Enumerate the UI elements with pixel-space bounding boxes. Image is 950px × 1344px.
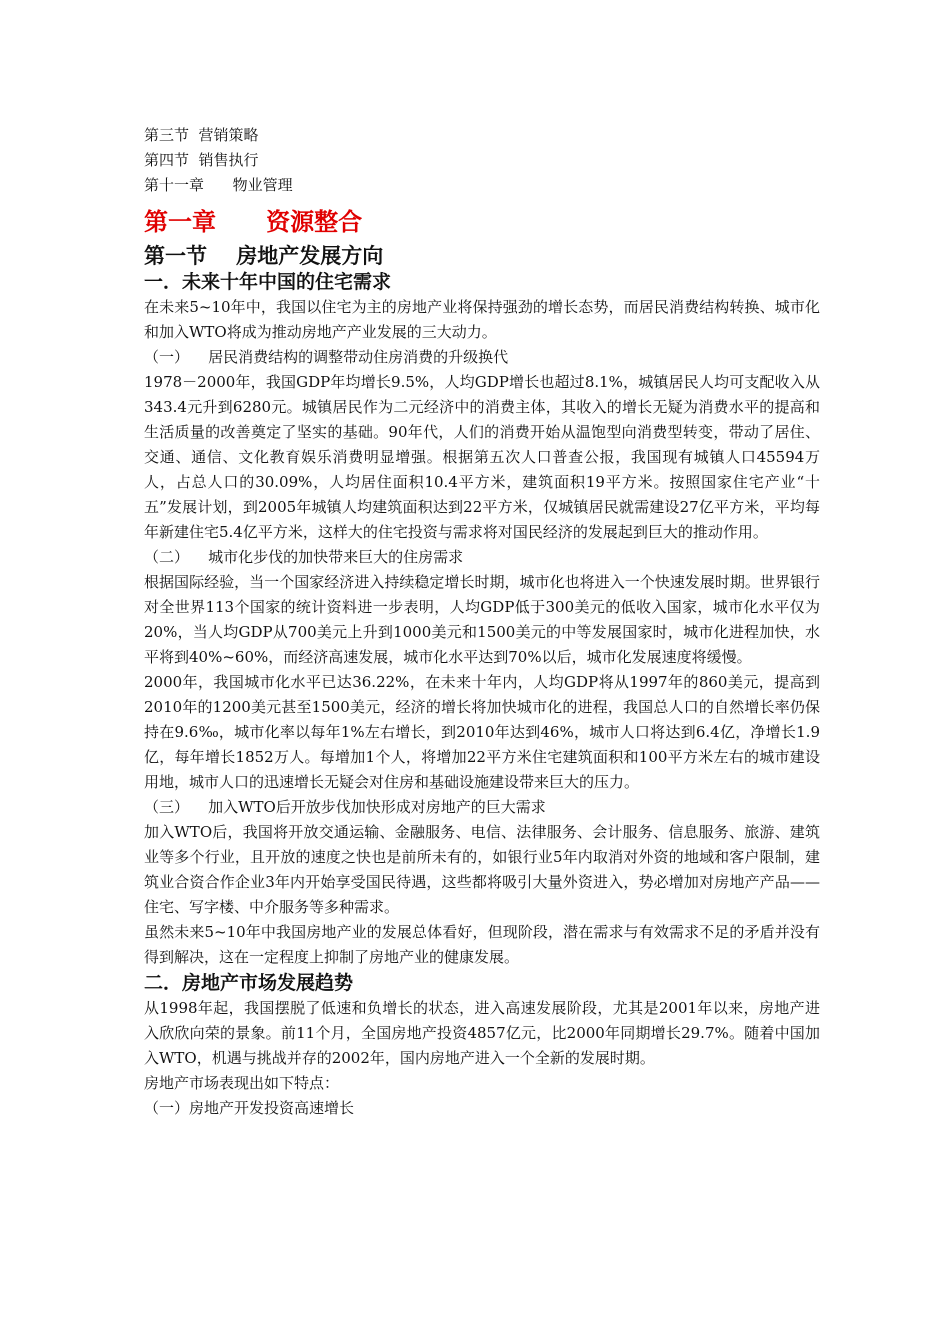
paragraph-features: 房地产市场表现出如下特点： [144,1074,340,1092]
item-heading-3: （三） 加入WTO后开放步伐加快形成对房地产的巨大需求 [144,798,546,816]
paragraph-item2-a: 根据国际经验，当一个国家经济进入持续稳定增长时期，城市化也将进入一个快速发展时期。世界银行对全世界113个国家的统计资料进一步表明，人均GDP低于300美元的低收入国家，城市化水平仅为20%，当人均GDP从700美元上升到1000美元和1500美元的中等发展国家时，城市化进程加快，水平将到40%~60%，而经济高速发展，城市化水平达到70%以后，城市化发展速度将缓慢。 [144,573,820,666]
paragraph-conclusion: 虽然未来5~10年中我国房地产业的发展总体看好，但现阶段，潜在需求与有效需求不足的矛盾并没有得到解决，这在一定程度上抑制了房地产业的健康发展。 [144,923,820,966]
toc-item-section4: 第四节 销售执行 [144,151,259,169]
item-heading-market-1: （一）房地产开发投资高速增长 [144,1099,355,1117]
toc-item-section3: 第三节 营销策略 [144,126,259,144]
subsection-title-1: 一．未来十年中国的住宅需求 [144,271,392,293]
paragraph-intro: 在未来5~10年中，我国以住宅为主的房地产业将保持强劲的增长态势，而居民消费结构转换、城市化和加入WTO将成为推动房地产产业发展的三大动力。 [144,298,820,341]
document-page [144,123,820,1121]
paragraph-item3: 加入WTO后，我国将开放交通运输、金融服务、电信、法律服务、会计服务、信息服务、旅游、建筑业等多个行业，且开放的速度之快也是前所未有的，如银行业5年内取消对外资的地域和客户限制，建筑业合资合作企业3年内开始享受国民待遇，这些都将吸引大量外资进入，势必增加对房地产产品——住宅、写字楼、中介服务等多种需求。 [144,823,820,916]
item-heading-1: （一） 居民消费结构的调整带动住房消费的升级换代 [144,348,509,366]
toc-item-chapter11: 第十一章 物业管理 [144,176,293,194]
paragraph-market: 从1998年起，我国摆脱了低速和负增长的状态，进入高速发展阶段，尤其是2001年以来，房地产进入欣欣向荣的景象。前11个月，全国房地产投资4857亿元，比2000年同期增长29.7%。随着中国加入WTO，机遇与挑战并存的2002年，国内房地产进入一个全新的发展时期。 [144,999,820,1067]
table-of-contents [144,123,820,198]
chapter-title: 第一章 资源整合 [144,208,363,236]
section-title: 第一节 房地产发展方向 [144,244,384,268]
item-heading-2: （二） 城市化步伐的加快带来巨大的住房需求 [144,548,464,566]
paragraph-item1: 1978－2000年，我国GDP年均增长9.5%，人均GDP增长也超过8.1%，城镇居民人均可支配收入从343.4元升到6280元。城镇居民作为二元经济中的消费主体，其收入的增长无疑为消费水平的提高和生活质量的改善奠定了坚实的基础。90年代，人们的消费开始从温饱型向消费型转变，带动了居住、交通、通信、文化教育娱乐消费明显增强。根据第五次人口普查公报，我国现有城镇人口45594万人，占总人口的30.09%，人均居住面积10.4平方米，建筑面积19平方米。按照国家住宅产业“十五”发展计划，到2005年城镇人均建筑面积达到22平方米，仅城镇居民就需建设27亿平方米，平均每年新建住宅5.4亿平方米，这样大的住宅投资与需求将对国民经济的发展起到巨大的推动作用。 [144,373,820,541]
paragraph-item2-b: 2000年，我国城市化水平已达36.22%，在未来十年内，人均GDP将从1997年的860美元，提高到2010年的1200美元甚至1500美元，经济的增长将加快城市化的进程，我国总人口的自然增长率仍保持在9.6‰，城市化率以每年1%左右增长，到2010年达到46%，城市人口将达到6.4亿，净增长1.9亿，每年增长1852万人。每增加1个人，将增加22平方米住宅建筑面积和100平方米左右的城市建设用地，城市人口的迅速增长无疑会对住房和基础设施建设带来巨大的压力。 [144,673,820,791]
subsection-title-2: 二．房地产市场发展趋势 [144,972,354,994]
